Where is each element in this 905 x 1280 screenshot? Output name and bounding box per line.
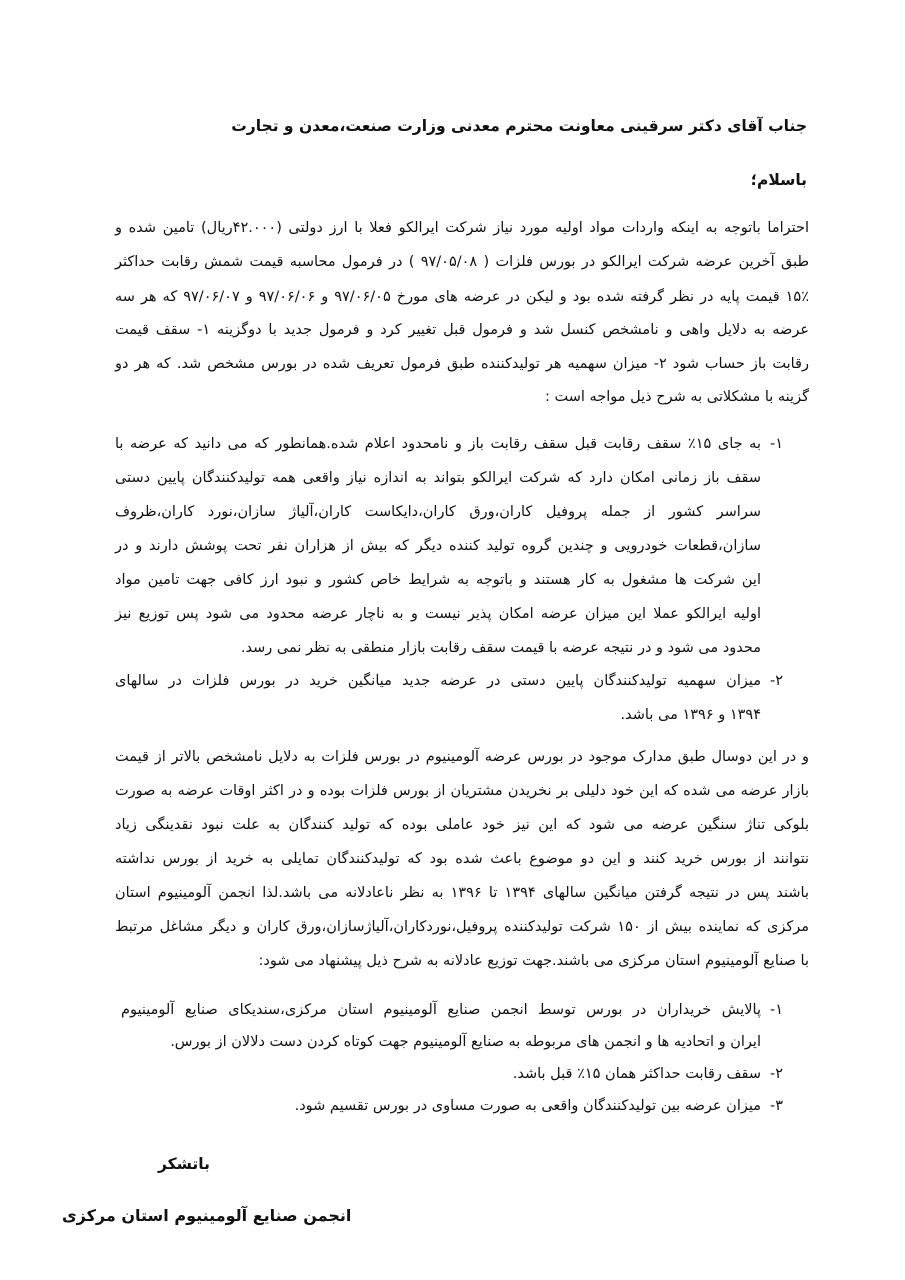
signature: انجمن صنایع آلومینیوم استان مرکزی: [62, 1206, 352, 1225]
body-line: باشند پس در نتیجه گرفتن میانگین سالهای ۱۳۹۴ تا ۱۳۹۶ به نظر ناعادلانه می باشد.لذا انجمن آلومینیوم استان: [115, 885, 810, 901]
intro-line: طبق آخرین عرضه شرکت ایرالکو در بورس فلزات ( ۹۷/۰۵/۰۸ ) در فرمول محاسبه قیمت شمش رقابت حداکثر: [115, 254, 809, 270]
body-line: نتوانند از بورس خرید کنند و این دو موضوع باعث شده بود که تولیدکنندگان تمایلی به خرید از بورس نداشته: [115, 851, 809, 867]
body-line: با صنایع آلومینیوم استان مرکزی می باشند.جهت توزیع عادلانه به شرح ذیل پیشنهاد می شود:: [258, 953, 809, 969]
intro-line: عرضه به دلایل واهی و نامشخص کنسل شد و فرمول قبل تغییر کرد و فرمول جدید با دوگزینه ۱- سقف قیمت: [115, 322, 809, 338]
recipient-line: جناب آقای دکتر سرقینی معاونت محترم معدنی وزارت صنعت،معدن و تجارت: [231, 117, 807, 135]
list-number: ۳-: [769, 1098, 783, 1114]
body-line: و در این دوسال طبق مدارک موجود در بورس عرضه آلومینیوم در بورس فلزات به دلایل نامشخص بالاتر از قیمت: [115, 749, 809, 765]
list-item-line: اولیه ایرالکو عملا این میزان عرضه امکان پذیر نیست و به ناچار عرضه محدود می شود پس توزیع نیز: [115, 606, 761, 622]
list-item-line: سقف رقابت حداکثر همان ۱۵٪ قبل باشد.: [512, 1066, 761, 1082]
intro-line: ۱۵٪ قیمت پایه در نظر گرفته شده بود و لیکن در عرضه های مورخ ۹۷/۰۶/۰۵ و ۹۷/۰۶/۰۶ و ۹۷/۰۶/۰۷ که هر سه: [115, 289, 809, 305]
list-number: ۲-: [769, 1066, 783, 1082]
list-item-line: ایران و اتحادیه ها و انجمن های مربوطه به صنایع آلومینیوم جهت کوتاه کردن دست دلالان از بورس.: [170, 1034, 761, 1050]
list-item-line: ۱۳۹۴ و ۱۳۹۶ می باشد.: [620, 707, 761, 723]
list-item-line: سقف باز زمانی امکان دارد که شرکت ایرالکو بتواند به اندازه نیاز واقعی همه تولیدکنندگان پایین دستی: [115, 470, 761, 486]
list-item-line: میزان عرضه بین تولیدکنندگان واقعی به صورت مساوی در بورس تقسیم شود.: [294, 1098, 761, 1114]
list-item-line: پالایش خریداران در بورس توسط انجمن صنایع آلومینیوم استان مرکزی،سندیکای صنایع آلومینیوم: [121, 1002, 761, 1018]
intro-line: احتراما باتوجه به اینکه واردات مواد اولیه مورد نیاز شرکت ایرالکو فعلا با ارز دولتی (۴۲.۰۰۰ریال) تامین شده و: [115, 220, 810, 236]
list-item-line: سراسر کشور از جمله پروفیل کاران،ورق کاران،دایکاست کاران،آلیاژ سازان،نورد کاران،ظروف: [115, 504, 761, 520]
body-line: مرکزی که نماینده بیش از ۱۵۰ شرکت تولیدکننده پروفیل،نوردکاران،آلیاژسازان،ورق کاران و دیگر مشاغل مرتبط: [115, 919, 809, 935]
body-line: بازار عرضه می شده که این خود دلیلی بر نخریدن مشتریان از بورس فلزات بوده و در اکثر اوقات عرضه به صورت: [115, 783, 809, 799]
list-item-line: سازان،قطعات خودرویی و چندین گروه تولید کننده دیگر که بیش از هزاران نفر تحت پوشش دارند و در: [115, 538, 761, 554]
intro-line: رقابت باز حساب شود ۲- میزان سهمیه هر تولیدکننده طبق فرمول تعریف شده در بورس مشخص شد. که هر دو: [115, 356, 809, 372]
list-number: ۱-: [769, 436, 783, 452]
list-item-line: به جای ۱۵٪ سقف رقابت قبل سقف رقابت باز و نامحدود اعلام شده.همانطور که می دانید که عرضه با: [115, 436, 761, 452]
closing: باتشکر: [158, 1155, 210, 1173]
list-item-line: این شرکت ها مشغول به کار هستند و باتوجه به شرایط خاص کشور و نبود ارز کافی جهت تامین مواد: [115, 572, 761, 588]
list-item-line: محدود می شود و در نتیجه عرضه با قیمت سقف رقابت بازار منطقی به نظر نمی رسد.: [240, 640, 761, 656]
list-number: ۱-: [769, 1002, 783, 1018]
list-number: ۲-: [769, 673, 783, 689]
intro-line: گزینه با مشکلاتی به شرح ذیل مواجه است :: [544, 389, 809, 405]
greeting: باسلام؛: [750, 171, 807, 189]
body-line: بلوکی تناژ سنگین عرضه می شود که این نیز خود عاملی بوده که تولید کنندگان به علت نبود نقدینگی زیاد: [115, 817, 809, 833]
list-item-line: میزان سهمیه تولیدکنندگان پایین دستی در عرضه جدید میانگین خرید در بورس فلزات در سالهای: [115, 673, 761, 689]
